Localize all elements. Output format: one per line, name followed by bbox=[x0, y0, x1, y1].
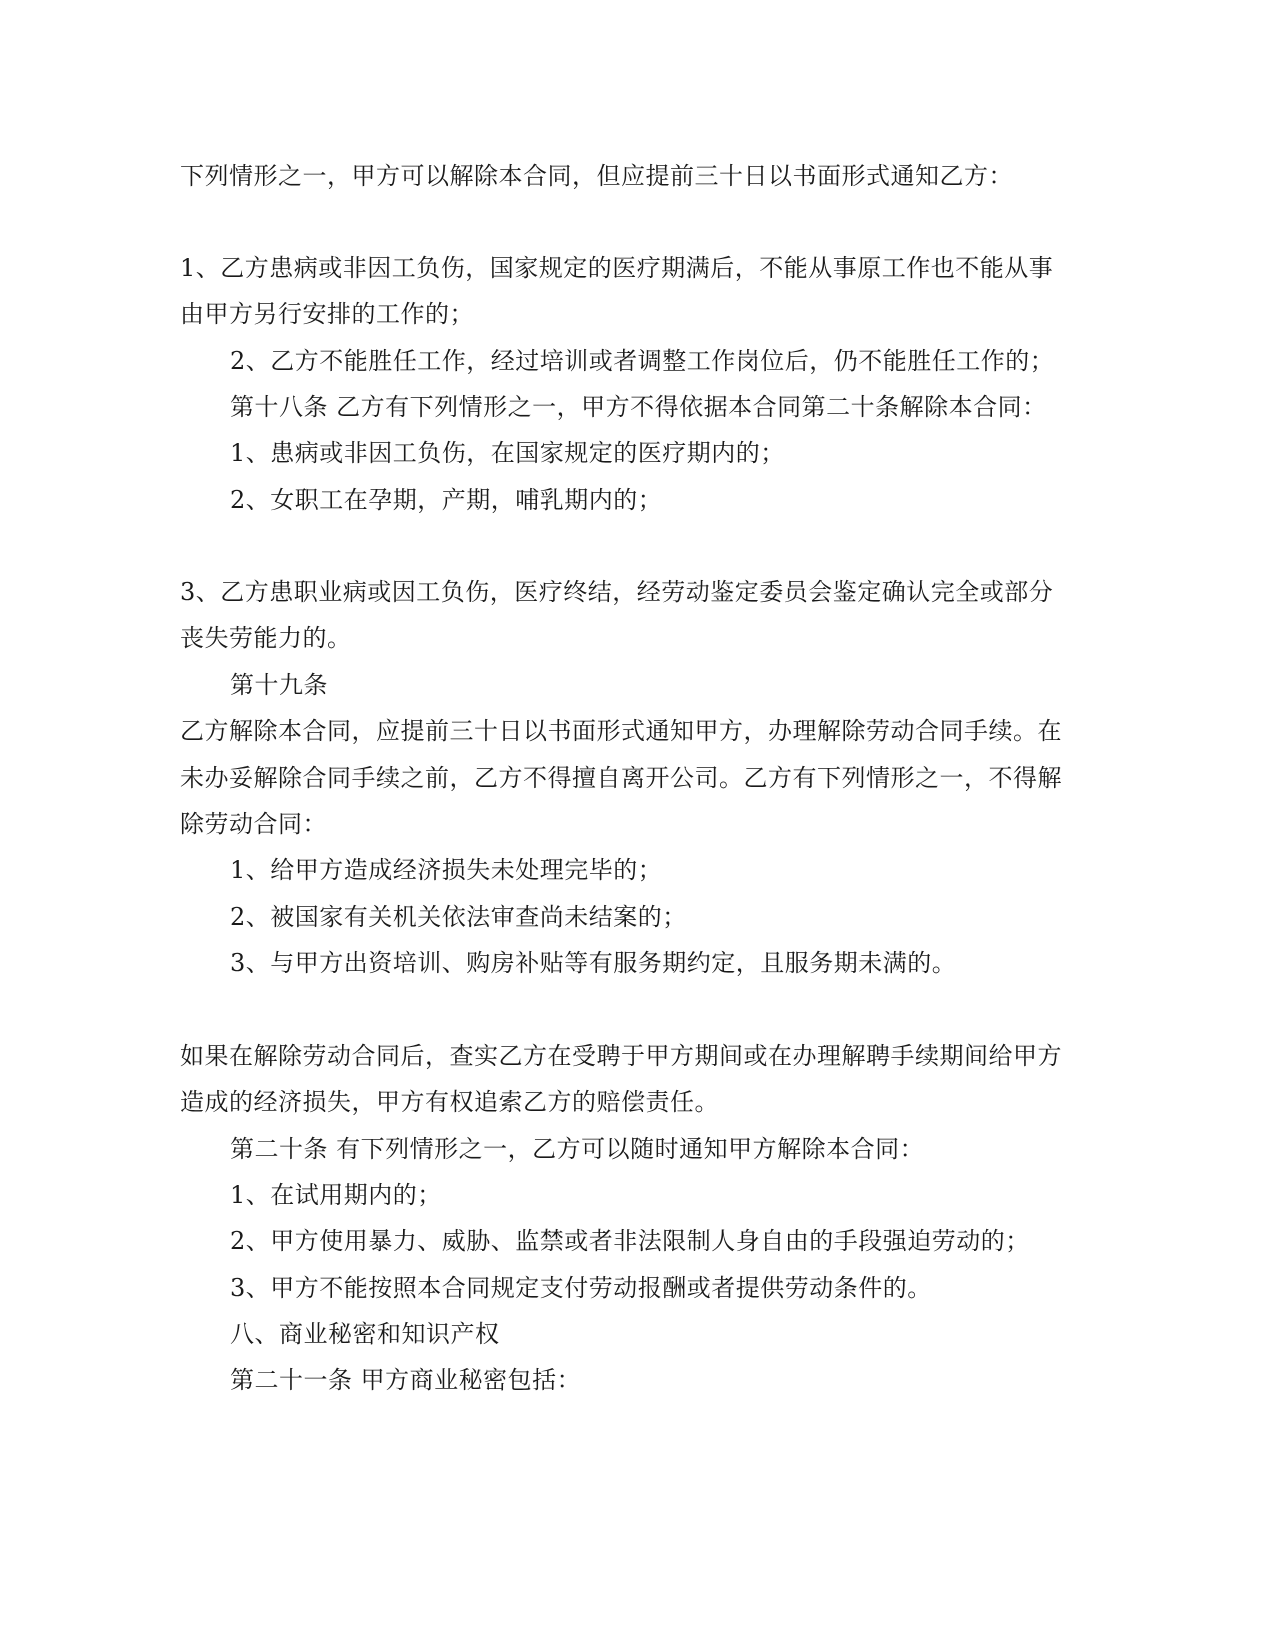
paragraph-line: 2、被国家有关机关依法审查尚未结案的； bbox=[230, 903, 687, 931]
paragraph-line: 未办妥解除合同手续之前，乙方不得擅自离开公司。乙方有下列情形之一，不得解 bbox=[180, 764, 1062, 792]
paragraph-line: 1、患病或非因工负伤，在国家规定的医疗期内的； bbox=[230, 439, 785, 467]
paragraph-line: 1、给甲方造成经济损失未处理完毕的； bbox=[230, 856, 663, 884]
paragraph-line: 1、乙方患病或非因工负伤，国家规定的医疗期满后，不能从事原工作也不能从事 bbox=[180, 254, 1054, 282]
article-heading: 第十八条 乙方有下列情形之一，甲方不得依据本合同第二十条解除本合同： bbox=[230, 393, 1047, 421]
article-heading: 第二十一条 甲方商业秘密包括： bbox=[230, 1366, 582, 1394]
paragraph-line: 3、甲方不能按照本合同规定支付劳动报酬或者提供劳动条件的。 bbox=[230, 1274, 932, 1302]
paragraph-line: 除劳动合同： bbox=[180, 810, 327, 838]
paragraph-line: 1、在试用期内的； bbox=[230, 1181, 442, 1209]
paragraph-line: 由甲方另行安排的工作的； bbox=[180, 300, 474, 328]
paragraph-line: 乙方解除本合同，应提前三十日以书面形式通知甲方，办理解除劳动合同手续。在 bbox=[180, 717, 1062, 745]
paragraph-line: 造成的经济损失，甲方有权追索乙方的赔偿责任。 bbox=[180, 1088, 719, 1116]
paragraph-line: 2、乙方不能胜任工作，经过培训或者调整工作岗位后，仍不能胜任工作的； bbox=[230, 347, 1055, 375]
paragraph-line: 下列情形之一，甲方可以解除本合同，但应提前三十日以书面形式通知乙方： bbox=[180, 162, 1013, 190]
section-heading: 八、商业秘密和知识产权 bbox=[230, 1320, 500, 1348]
article-heading: 第二十条 有下列情形之一，乙方可以随时通知甲方解除本合同： bbox=[230, 1135, 925, 1163]
article-heading: 第十九条 bbox=[230, 671, 328, 699]
paragraph-line: 2、女职工在孕期，产期，哺乳期内的； bbox=[230, 486, 663, 514]
paragraph-line: 如果在解除劳动合同后，查实乙方在受聘于甲方期间或在办理解聘手续期间给甲方 bbox=[180, 1042, 1062, 1070]
paragraph-line: 丧失劳能力的。 bbox=[180, 624, 352, 652]
paragraph-line: 3、与甲方出资培训、购房补贴等有服务期约定，且服务期未满的。 bbox=[230, 949, 957, 977]
paragraph-line: 3、乙方患职业病或因工负伤，医疗终结，经劳动鉴定委员会鉴定确认完全或部分 bbox=[180, 578, 1054, 606]
paragraph-line: 2、甲方使用暴力、威胁、监禁或者非法限制人身自由的手段强迫劳动的； bbox=[230, 1227, 1030, 1255]
